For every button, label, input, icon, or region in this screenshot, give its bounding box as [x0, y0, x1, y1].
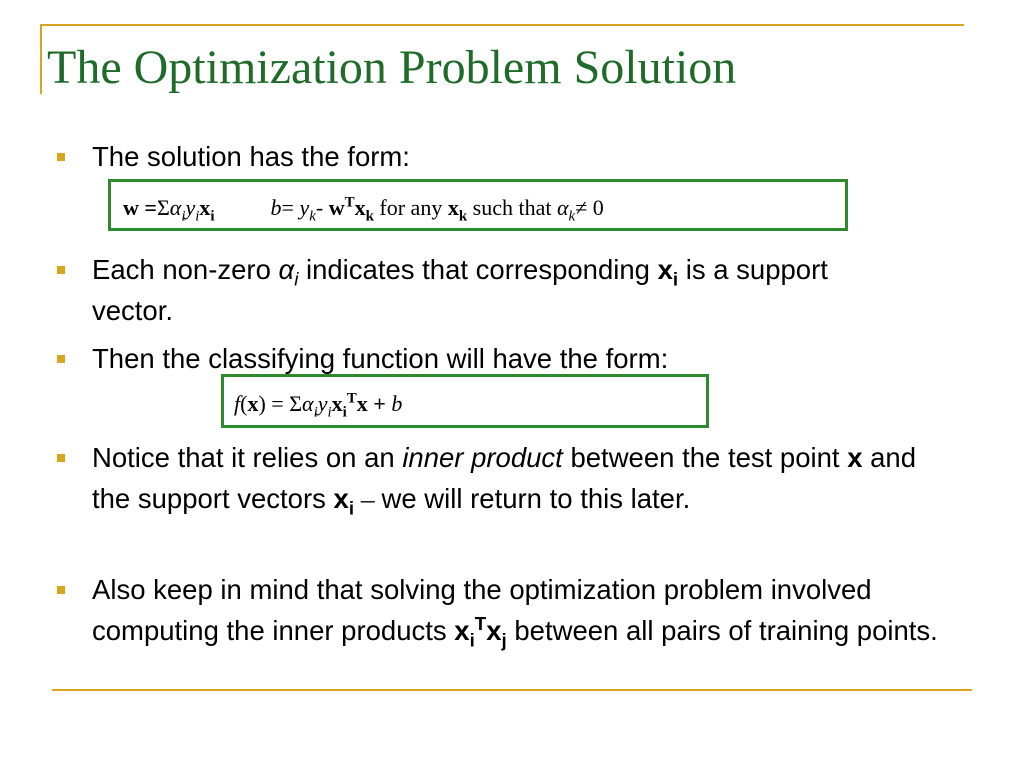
formula-x: x — [331, 391, 343, 416]
formula-sup-T: T — [346, 390, 357, 407]
formula-b: b — [391, 391, 403, 416]
formula-y: y — [185, 195, 196, 220]
classifier-formula-box — [221, 374, 709, 428]
vector-x-subscript: i — [672, 268, 679, 290]
inner-product-term: inner product — [402, 442, 563, 473]
formula-plus: + — [367, 391, 392, 416]
formula-close-paren: ) = — [258, 391, 290, 416]
bullet-5-text-post: between all pairs of training points. — [506, 615, 938, 646]
formula-f: f — [234, 391, 241, 416]
formula-x: x — [356, 391, 368, 416]
weight-formula-box — [108, 179, 848, 231]
formula-sub-k: k — [458, 208, 468, 225]
vector-x-subscript: j — [501, 629, 507, 651]
formula-eq2: = — [281, 195, 300, 220]
bullet-4-text-mid: between the test point — [562, 442, 848, 473]
formula-alpha: α — [302, 391, 314, 416]
bullet-2-text-post: is a support vector. — [92, 254, 828, 326]
bullet-marker — [57, 355, 65, 363]
alpha-subscript: i — [294, 268, 299, 290]
formula-sub-k: k — [365, 208, 374, 225]
bullet-2-text-mid: indicates that corresponding — [298, 254, 658, 285]
frame-bottom-line — [52, 689, 972, 691]
formula-sub-i: i — [195, 208, 200, 225]
bullet-4-text-mid2: and the support vectors — [92, 442, 917, 514]
vector-x: x — [847, 442, 863, 473]
not-equal-symbol: ≠ — [575, 195, 588, 220]
formula-y: y — [299, 195, 310, 220]
formula-such-that: such that — [467, 195, 557, 220]
frame-top-line — [40, 24, 964, 26]
vector-x-subscript: i — [348, 497, 355, 519]
vector-x: x — [454, 615, 470, 646]
formula-sub-i: i — [327, 404, 332, 421]
formula-sub-i: i — [181, 208, 186, 225]
formula-alpha: α — [556, 195, 569, 220]
frame-left-line — [40, 24, 42, 94]
sigma-symbol: Σ — [156, 195, 170, 220]
formula-x: x — [199, 195, 211, 220]
bullet-marker — [57, 586, 65, 594]
formula-minus: - — [315, 195, 329, 220]
formula-for-any: for any — [373, 195, 448, 220]
formula-eq: = — [138, 195, 157, 220]
sigma-symbol: Σ — [289, 391, 302, 416]
bullet-4-text-pre: Notice that it relies on an — [92, 442, 403, 473]
bullet-4-text-post: we will return to this later. — [381, 483, 691, 514]
formula-y: y — [317, 391, 328, 416]
bullet-marker — [57, 454, 65, 462]
alpha-symbol: α — [278, 254, 295, 285]
formula-sub-i: i — [342, 404, 347, 421]
bullet-4 — [92, 437, 952, 519]
formula-sub-k: k — [568, 208, 576, 225]
formula-x: x — [354, 195, 366, 220]
bullet-5-text-pre: Also keep in mind that solving the optimization problem involved computing the inner products — [92, 574, 872, 646]
bullet-1 — [92, 136, 962, 177]
bullet-2-text-pre: Each non-zero — [92, 254, 279, 285]
bullet-5 — [92, 569, 942, 651]
formula-x: x — [447, 195, 459, 220]
vector-x: x — [333, 483, 349, 514]
bullet-1-text: The solution has the form: — [92, 141, 410, 172]
formula-sub-i: i — [210, 208, 215, 225]
en-dash: – — [354, 483, 382, 514]
slide-title: The Optimization Problem Solution — [47, 41, 737, 94]
bullet-marker — [57, 266, 65, 274]
bullet-3-text: Then the classifying function will have the form: — [92, 343, 669, 374]
bullet-marker — [57, 153, 65, 161]
formula-sup-T: T — [344, 194, 355, 211]
formula-open-paren: ( — [240, 391, 248, 416]
formula-w: w — [328, 195, 345, 220]
vector-x: x — [486, 615, 502, 646]
formula-sub-i: i — [313, 404, 318, 421]
formula-zero: 0 — [587, 195, 604, 220]
vector-x: x — [657, 254, 673, 285]
formula-sub-k: k — [309, 208, 316, 225]
formula-x: x — [247, 391, 259, 416]
vector-x-subscript: i — [469, 629, 475, 651]
formula-b: b — [270, 195, 282, 220]
formula-alpha: α — [169, 195, 182, 220]
transpose-superscript: T — [474, 612, 487, 634]
bullet-3 — [92, 338, 962, 379]
bullet-2 — [92, 249, 892, 331]
formula-w: w — [123, 195, 139, 220]
